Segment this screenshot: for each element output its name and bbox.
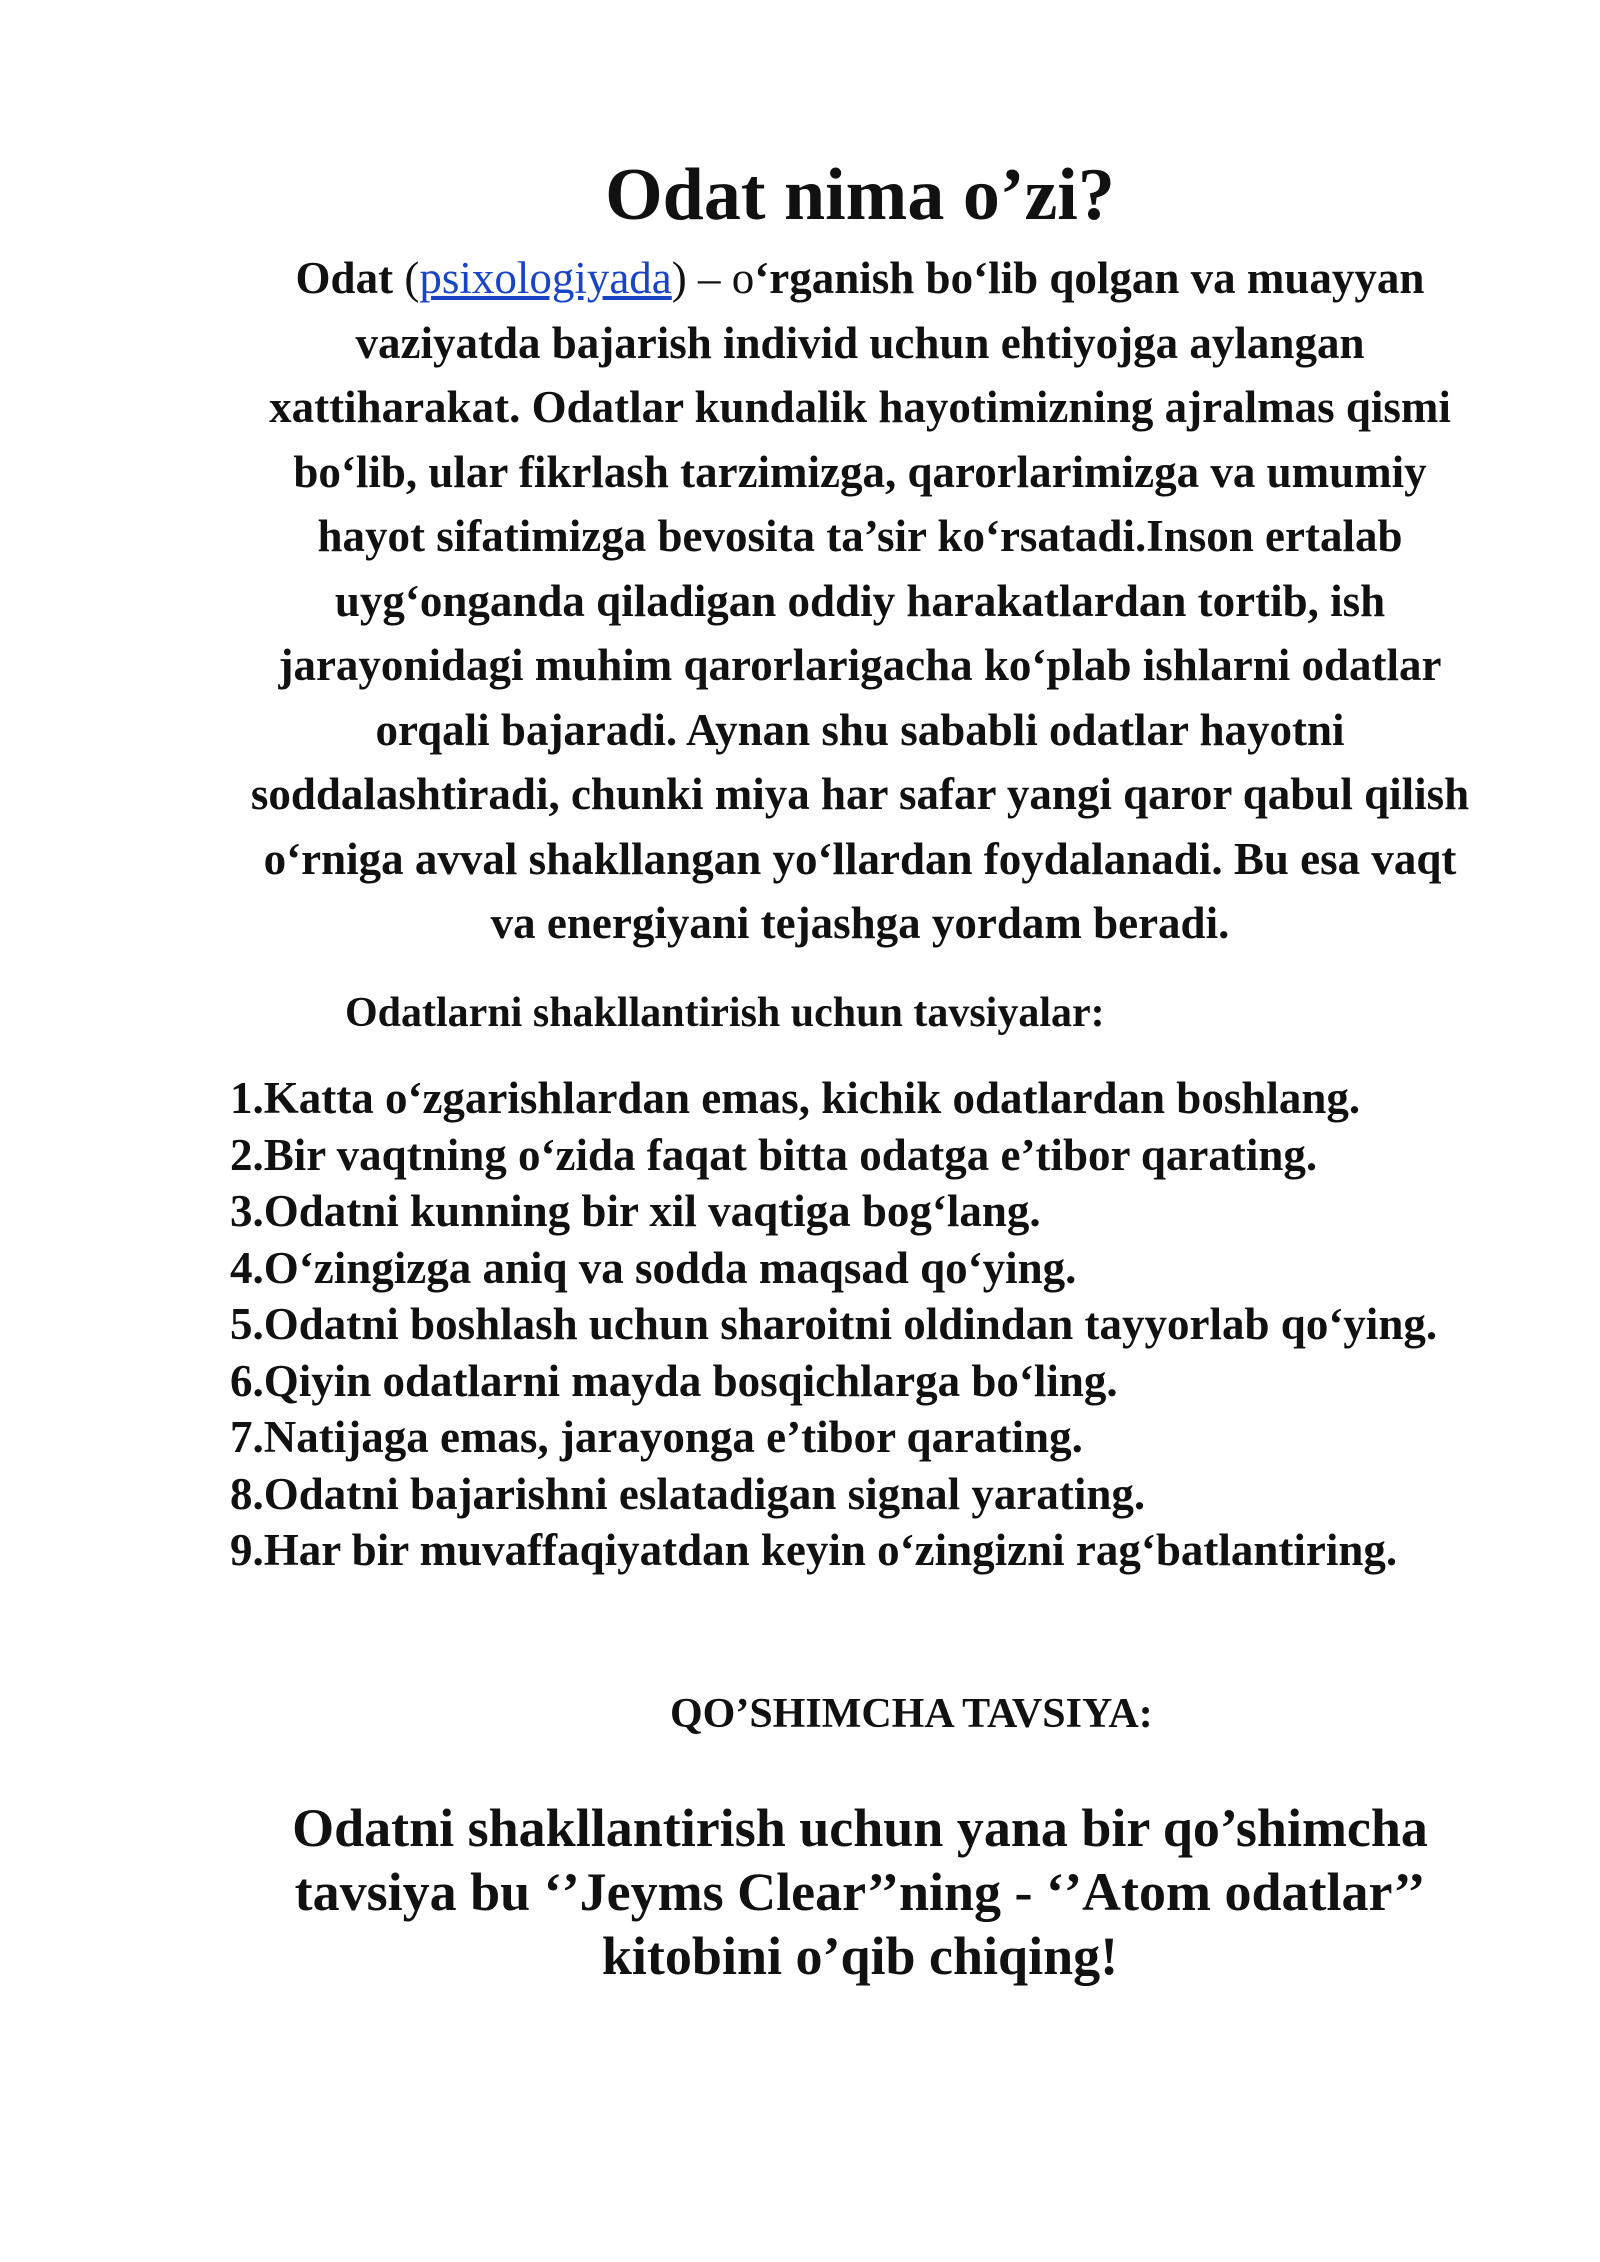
tip-item: 1.Katta o‘zgarishlardan emas, kichik odatlardan boshlang.: [230, 1073, 1361, 1123]
intro-paragraph: [240, 246, 1480, 956]
intro-close-paren: ) –: [671, 253, 732, 303]
intro-open-paren: (: [393, 253, 420, 303]
tip-item: 3.Odatni kunning bir xil vaqtiga bog‘lang.: [230, 1186, 1041, 1236]
page-title: Odat nima o’zi?: [605, 154, 1115, 236]
psixologiyada-link[interactable]: psixologiyada: [419, 253, 672, 303]
tip-item: 5.Odatni boshlash uchun sharoitni oldindan tayyorlab qo‘ying.: [230, 1299, 1438, 1349]
intro-body: ‘rganish bo‘lib qolgan va muayyan vaziyatda bajarish individ uchun ehtiyojga aylangan xattiharakat. Odatlar kundalik hayotimizning ajralmas qismi bo‘lib, ular fikrlash tarzimizga, qarorlarimizga va umumiy hayot sifatimizga bevosita ta’sir ko‘rsatadi.Inson ertalab uyg‘onganda qiladigan oddiy harakatlardan tortib, ish jarayonidagi muhim qarorlarigacha ko‘plab ishlarni odatlar orqali bajaradi. Aynan shu sababli odatlar hayotni soddalashtiradi, chunki miya har safar yangi qaror qabul qilish o‘rniga avval shakllangan yo‘llardan foydalanadi. Bu esa vaqt va energiyani tejashga yordam beradi.: [250, 253, 1470, 948]
intro-term: Odat: [295, 253, 394, 303]
intro-o-letter: o: [731, 253, 755, 303]
extra-heading: QO’SHIMCHA TAVSIYA:: [670, 1691, 1153, 1737]
tip-item: 8.Odatni bajarishni eslatadigan signal yarating.: [230, 1468, 1146, 1519]
tips-list: [230, 1070, 1530, 1579]
tip-item: 7.Natijaga emas, jarayonga e’tibor qarating.: [230, 1412, 1083, 1462]
tip-item: 6.Qiyin odatlarni mayda bosqichlarga bo‘ling.: [230, 1355, 1118, 1406]
tip-item: 2.Bir vaqtning o‘zida faqat bitta odatga e’tibor qarating.: [230, 1129, 1318, 1180]
extra-recommendation: Odatni shakllantirish uchun yana bir qo’shimcha tavsiya bu ‘’Jeyms Clear’’ning - ‘’Atom odatlar’’ kitobini o’qib chiqing!: [292, 1798, 1428, 1986]
tip-item: 4.O‘zingizga aniq va sodda maqsad qo‘ying.: [230, 1242, 1077, 1293]
tips-heading: Odatlarni shakllantirish uchun tavsiyalar:: [345, 990, 1105, 1036]
tip-item: 9.Har bir muvaffaqiyatdan keyin o‘zingizni rag‘batlantiring.: [230, 1525, 1398, 1575]
